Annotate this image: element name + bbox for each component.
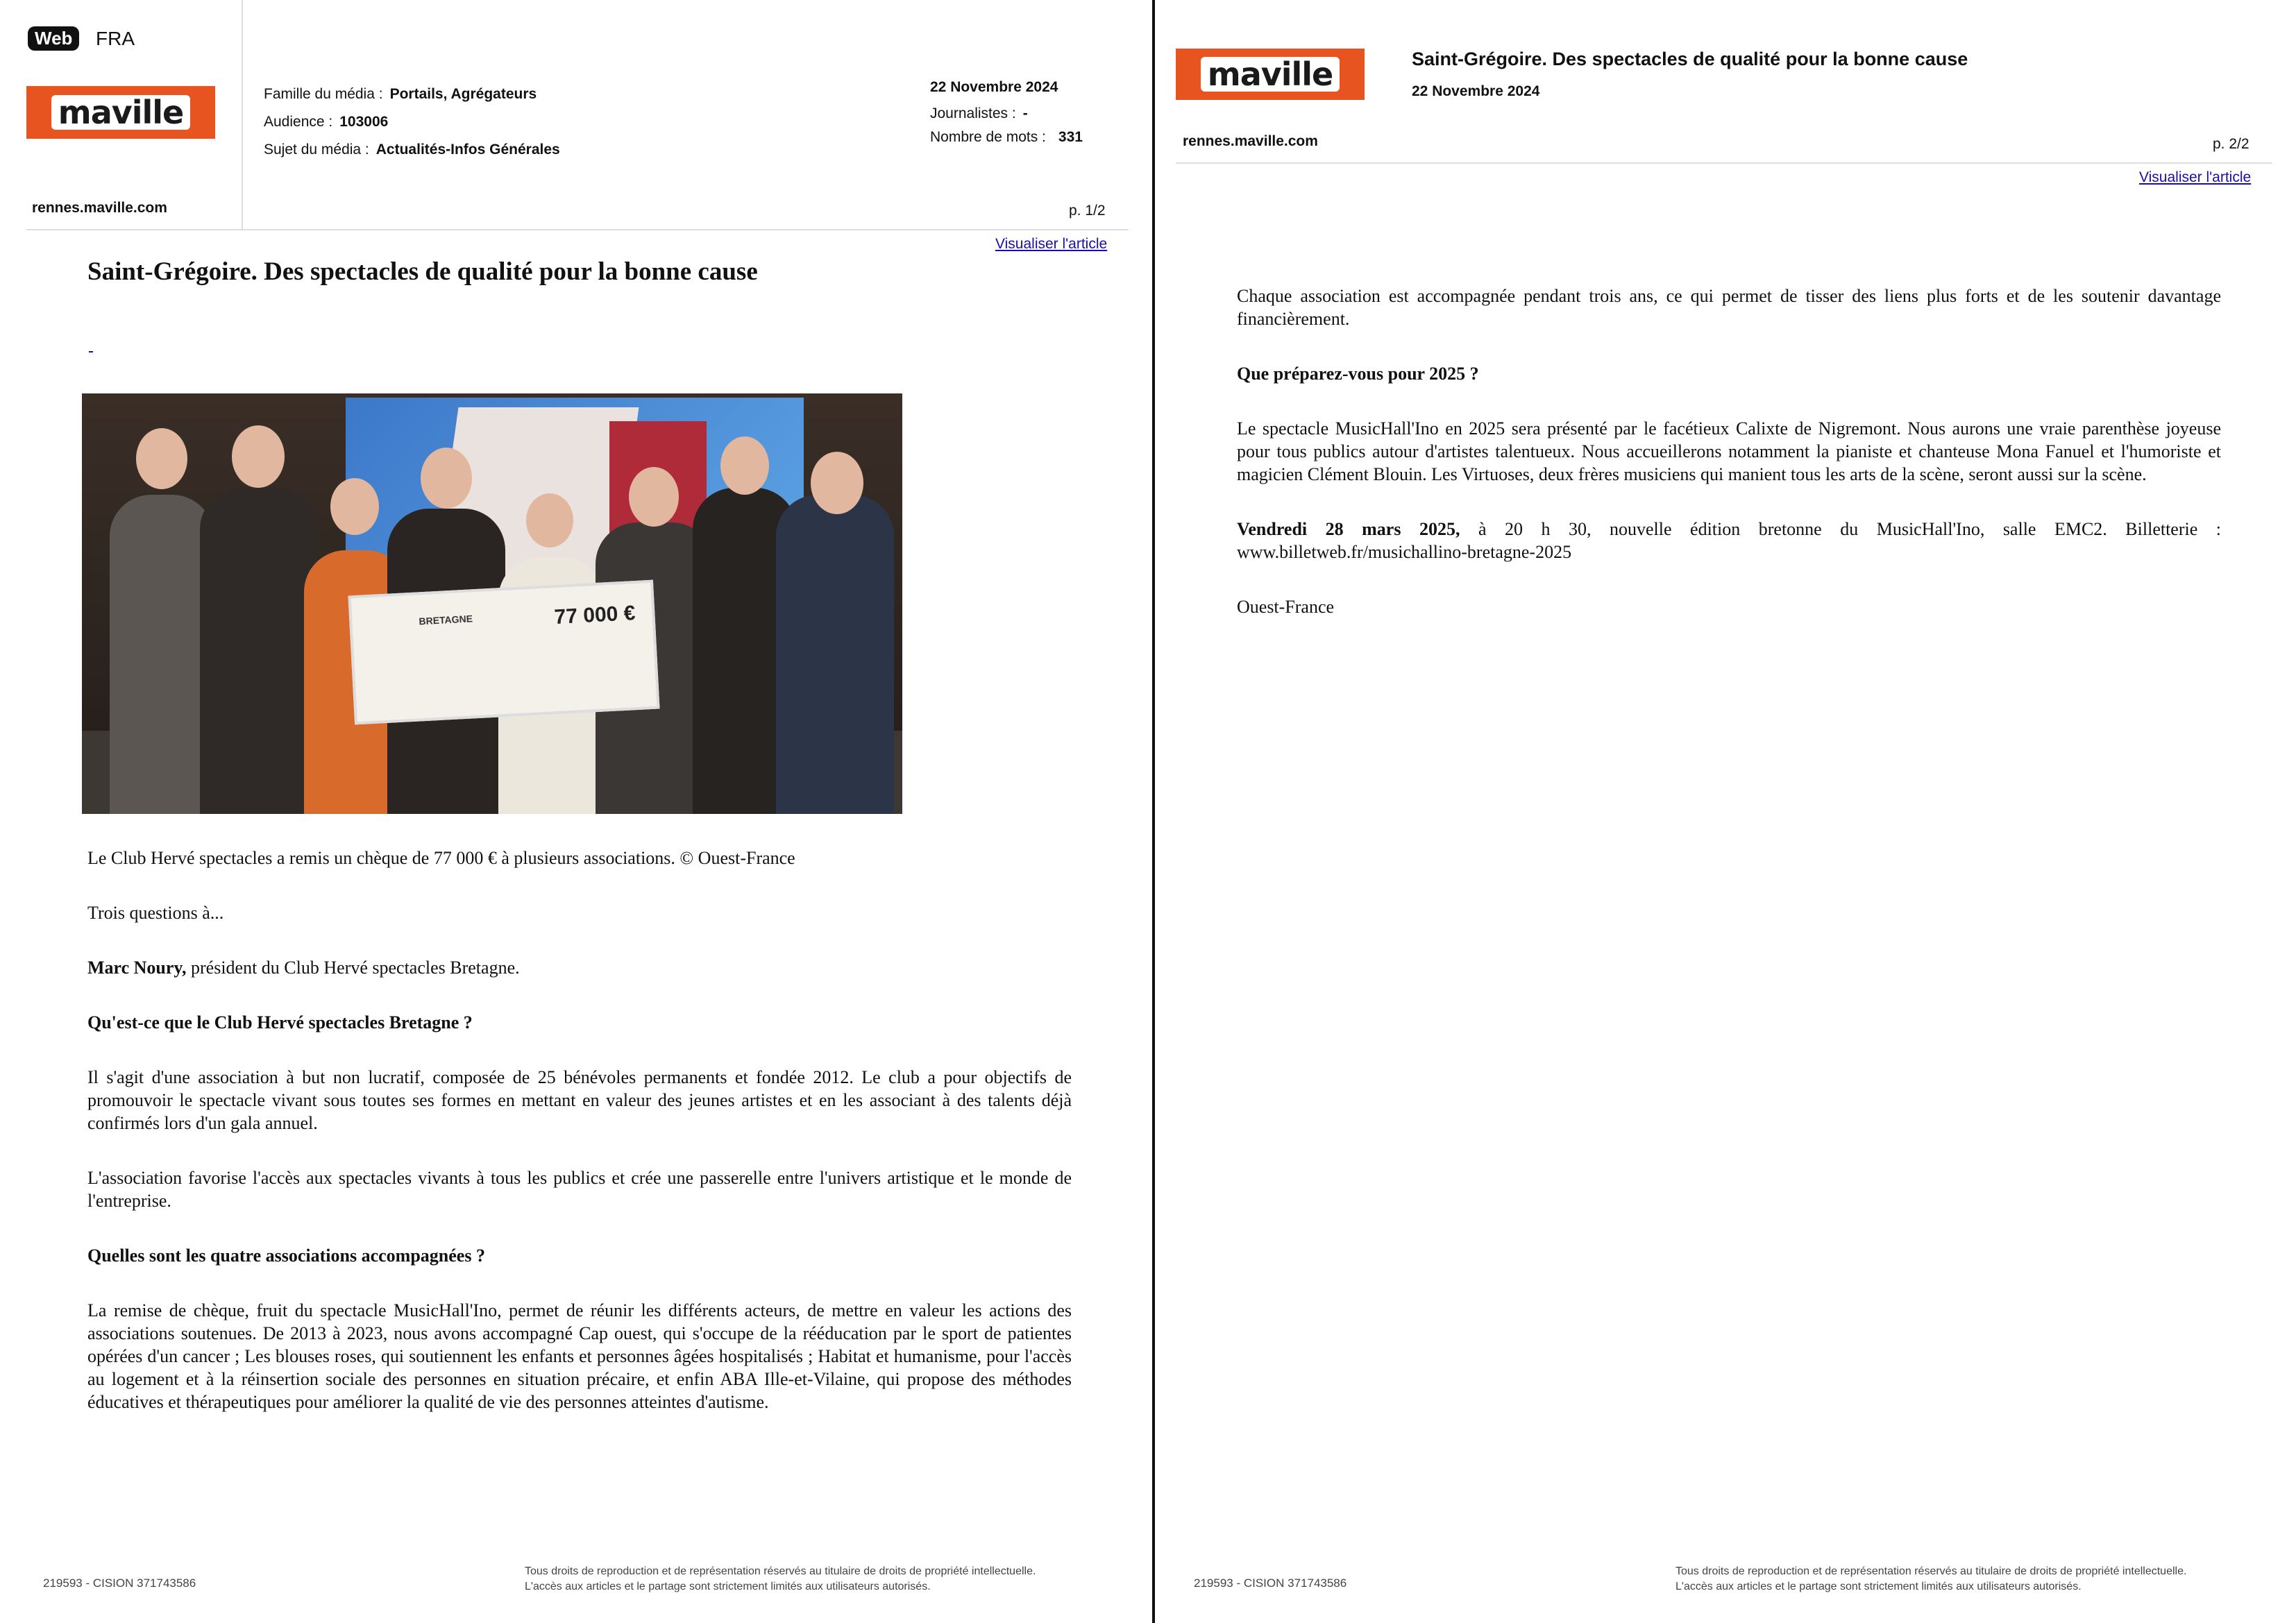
language-label: FRA [96, 28, 135, 49]
event-info: Vendredi 28 mars 2025, à 20 h 30, nouvelle édition bretonne du MusicHall'Ino, salle EMC2. Billetterie : www.billetweb.fr/musichallino-bretagne-2025 [1237, 519, 2221, 562]
photo-caption: Le Club Hervé spectacles a remis un chèque de 77 000 € à plusieurs associations. © Ouest-France [87, 848, 795, 868]
publication-date: 22 Novembre 2024 [1412, 83, 1540, 99]
maville-logo: maville [1176, 49, 1365, 100]
article-title: Saint-Grégoire. Des spectacles de qualité pour la bonne cause [87, 257, 758, 286]
footer-rights: Tous droits de reproduction et de représentation réservés au titulaire de droits de propriété intellectuelle. L'accès aux articles et le partage sont strictement limités aux utilisateurs autorisés. [1675, 1565, 2187, 1592]
paragraph-support: Chaque association est accompagnée pendant trois ans, ce qui permet de tisser des liens plus forts et de les soutenir davantage financièrement. [1237, 286, 2221, 329]
question-2: Quelles sont les quatre associations accompagnées ? [87, 1246, 485, 1266]
question-1: Qu'est-ce que le Club Hervé spectacles Bretagne ? [87, 1012, 473, 1033]
view-article-link[interactable]: Visualiser l'article [2139, 169, 2252, 185]
article-header-title: Saint-Grégoire. Des spectacles de qualité pour la bonne cause [1412, 49, 1968, 69]
article-body-page-2 [1237, 284, 2221, 650]
word-count: Nombre de mots : 331 [930, 129, 1083, 145]
giant-cheque: BRETAGNE 77 000 € [348, 580, 659, 725]
header-divider [242, 0, 243, 229]
article-photo [82, 393, 902, 814]
answer-1-paragraph-1: Il s'agit d'une association à but non lucratif, composée de 25 bénévoles permanents et fondée 2012. Le club a pour objectifs de promouvoir le spectacle vivant sous toutes ses formes en mettant en valeur des jeunes artistes et en les associant à des talents déjà confirmés lors d'un gala annuel. [87, 1067, 1072, 1133]
header-rule [26, 229, 1129, 230]
interviewee: Marc Noury, président du Club Hervé spectacles Bretagne. [87, 958, 520, 978]
footer-id: 219593 - CISION 371743586 [1194, 1577, 1347, 1590]
media-audience: Audience : 103006 [264, 114, 389, 130]
answer-2: La remise de chèque, fruit du spectacle MusicHall'Ino, permet de réunir les différents acteurs, de mettre en valeur les actions des associations soutenues. De 2013 à 2023, nous avons accompagné Cap ouest, qui s'occupe de la rééducation par le sport de patientes opérées d'un cancer ; Les blouses roses, qui soutiennent les enfants et personnes âgées hospitalisés ; Habitat et humanisme, pour l'accès au logement et à la réinsertion sociale des personnes en situation précaire, et enfin ABA Ille-et-Vilaine, qui propose des méthodes éducatives et thérapeutiques pour améliorer la qualité de vie des personnes atteintes d'autisme. [87, 1300, 1072, 1412]
maville-logo: maville [26, 86, 215, 139]
person-1 [110, 495, 214, 814]
site-name: rennes.maville.com [1183, 133, 1318, 149]
media-family: Famille du média : Portails, Agrégateurs [264, 86, 537, 102]
page-number: p. 1/2 [1069, 203, 1106, 219]
article-source: Ouest-France [1237, 597, 1335, 617]
article-body-page-1 [87, 847, 1072, 1445]
question-3: Que préparez-vous pour 2025 ? [1237, 364, 1479, 384]
document-page-2 [1155, 0, 2296, 1623]
footer-id: 219593 - CISION 371743586 [43, 1577, 196, 1590]
intro-line: Trois questions à... [87, 903, 224, 923]
cheque-amount: 77 000 € [553, 602, 636, 629]
view-article-link[interactable]: Visualiser l'article [995, 236, 1108, 252]
person-2 [200, 488, 318, 814]
header-rule [1176, 162, 2272, 164]
person-8 [776, 495, 894, 814]
journalists: Journalistes : - [930, 105, 1028, 121]
media-subject: Sujet du média : Actualités-Infos Générales [264, 142, 560, 158]
footer-rights: Tous droits de reproduction et de représentation réservés au titulaire de droits de propriété intellectuelle. L'accès aux articles et le partage sont strictement limités aux utilisateurs autorisés. [525, 1565, 1036, 1592]
site-name: rennes.maville.com [32, 200, 167, 216]
format-badge: Web [28, 26, 79, 51]
answer-3: Le spectacle MusicHall'Ino en 2025 sera présenté par le facétieux Calixte de Nigremont. Nous aurons une vraie parenthèse joyeuse pour tous publics autour d'artistes talentueux. Nous accueillerons notamment la pianiste et chanteuse Mona Fanuel et l'humoriste et magicien Clément Blouin. Les Virtuoses, deux frères musiciens qui manient tous les arts de la scène, seront aussi sur la scène. [1237, 418, 2221, 484]
empty-link-marker[interactable] [89, 351, 93, 352]
page-number: p. 2/2 [2213, 136, 2249, 152]
answer-1-paragraph-2: L'association favorise l'accès aux spectacles vivants à tous les publics et crée une passerelle entre l'univers artistique et le monde de l'entreprise. [87, 1168, 1072, 1211]
publication-date: 22 Novembre 2024 [930, 79, 1058, 95]
